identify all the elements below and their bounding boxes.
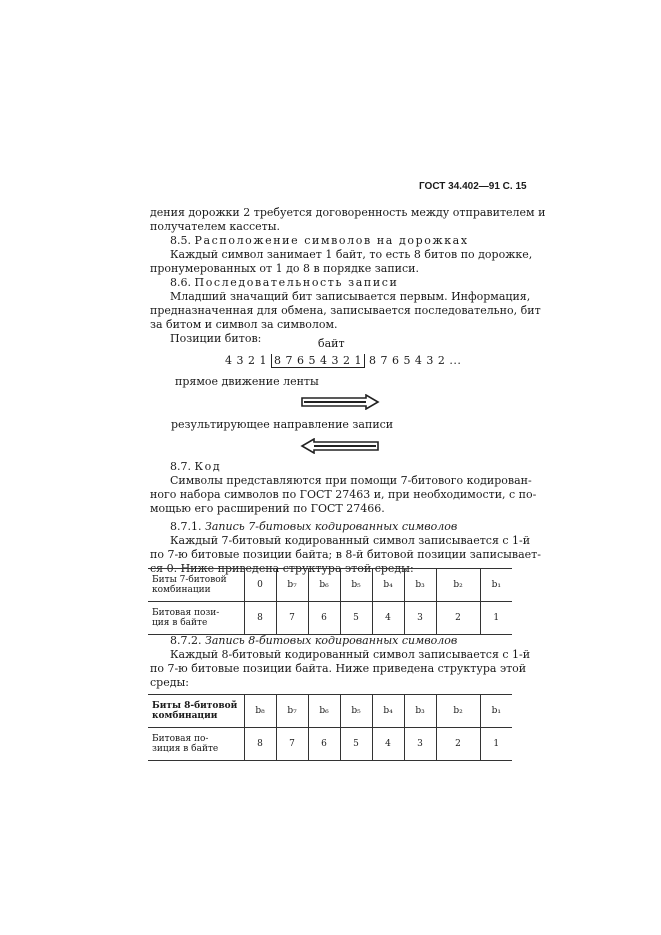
section-heading-8-7: [170, 460, 221, 474]
section-number: 8.6.: [170, 276, 191, 289]
section-title: Расположение символов на дорожках: [194, 234, 469, 247]
table-cell: b₈: [244, 695, 276, 728]
table-cell: b₄: [372, 695, 404, 728]
table-cell: b₄: [372, 569, 404, 602]
row-label: Битовая по- зиция в байте: [148, 728, 244, 761]
table-cell: 6: [308, 602, 340, 635]
section-title: Запись 8-битовых кодированных символов: [205, 634, 458, 647]
section-heading-8-7-2: [170, 634, 457, 648]
text-line: Позиции битов:: [170, 332, 262, 345]
row-label: Биты 7-битовой комбинации: [148, 569, 244, 602]
table-cell: 2: [436, 728, 480, 761]
table-cell: 4: [372, 602, 404, 635]
left-bits: 4 3 2 1: [225, 354, 267, 367]
right-arrow-icon: [300, 394, 380, 410]
table-cell: 6: [308, 728, 340, 761]
table-cell: b₆: [308, 569, 340, 602]
bits-table-8: [148, 694, 512, 761]
table-cell: 5: [340, 728, 372, 761]
table-cell: 0: [244, 569, 276, 602]
text-line: ся 0. Ниже приведена структура этой среды:: [150, 562, 414, 575]
table-cell: b₃: [404, 695, 436, 728]
text-line: Каждый 7-битовый кодированный символ записывается с 1-й: [170, 534, 531, 547]
section-title: Последовательность записи: [194, 276, 399, 289]
section-heading-8-5: [170, 234, 469, 248]
table-cell: 8: [244, 602, 276, 635]
row-label: Битовая пози- ция в байте: [148, 602, 244, 635]
table-cell: 8: [244, 728, 276, 761]
text-line: мощью его расширений по ГОСТ 27466.: [150, 502, 385, 515]
section-number: 8.7.: [170, 460, 191, 473]
section-heading-8-6: [170, 276, 399, 290]
text-line: Каждый 8-битовый кодированный символ записывается с 1-й: [170, 648, 531, 661]
forward-label: прямое движение ленты: [175, 375, 319, 388]
text-line: получателем кассеты.: [150, 220, 280, 233]
table-cell: 3: [404, 728, 436, 761]
table-cell: b₁: [480, 569, 512, 602]
text-line: среды:: [150, 676, 189, 689]
section-title: Код: [194, 460, 222, 473]
text-line: пронумерованных от 1 до 8 в порядке записи.: [150, 262, 419, 275]
section-number: 8.7.1.: [170, 520, 202, 533]
text-line: Символы представляются при помощи 7-битового кодирован-: [170, 474, 532, 487]
text-line: за битом и символ за символом.: [150, 318, 338, 331]
text-line: по 7-ю битовые позиции байта. Ниже приведена структура этой: [150, 662, 527, 675]
table-cell: b₂: [436, 695, 480, 728]
byte-box: 8 7 6 5 4 3 2 1: [271, 354, 365, 368]
section-title: Запись 7-битовых кодированных символов: [205, 520, 458, 533]
text-line: предназначенная для обмена, записывается последовательно, бит: [150, 304, 541, 317]
section-number: 8.5.: [170, 234, 191, 247]
section-heading-8-7-1: [170, 520, 457, 534]
table-cell: b₃: [404, 569, 436, 602]
table-cell: b₆: [308, 695, 340, 728]
table-cell: 3: [404, 602, 436, 635]
table-cell: b₅: [340, 569, 372, 602]
table-cell: 5: [340, 602, 372, 635]
section-number: 8.7.2.: [170, 634, 202, 647]
bits-table-7: [148, 568, 512, 635]
bit-positions-diagram: [225, 354, 461, 368]
table-cell: 7: [276, 602, 308, 635]
table-cell: 1: [480, 728, 512, 761]
row-label: Биты 8-битовой комбинации: [148, 695, 244, 728]
table-cell: b₁: [480, 695, 512, 728]
table-cell: b₂: [436, 569, 480, 602]
text-line: по 7-ю битовые позиции байта; в 8-й битовой позиции записывает-: [150, 548, 541, 561]
left-arrow-icon: [300, 438, 380, 454]
table-cell: b₇: [276, 569, 308, 602]
text-line: Младший значащий бит записывается первым. Информация,: [170, 290, 531, 303]
right-bits: 8 7 6 5 4 3 2 ...: [368, 354, 462, 367]
text-line: ного набора символов по ГОСТ 27463 и, при необходимости, с по-: [150, 488, 537, 501]
byte-label: байт: [318, 337, 345, 350]
table-cell: 1: [480, 602, 512, 635]
table-cell: 4: [372, 728, 404, 761]
table-cell: 7: [276, 728, 308, 761]
table-cell: 2: [436, 602, 480, 635]
text-line: Каждый символ занимает 1 байт, то есть 8 битов по дорожке,: [170, 248, 533, 261]
table-cell: b₇: [276, 695, 308, 728]
text-line: дения дорожки 2 требуется договоренность между отправителем и: [150, 206, 546, 219]
table-cell: b₅: [340, 695, 372, 728]
result-label: результирующее направление записи: [171, 418, 394, 431]
page-header: ГОСТ 34.402—91 С. 15: [419, 181, 527, 192]
